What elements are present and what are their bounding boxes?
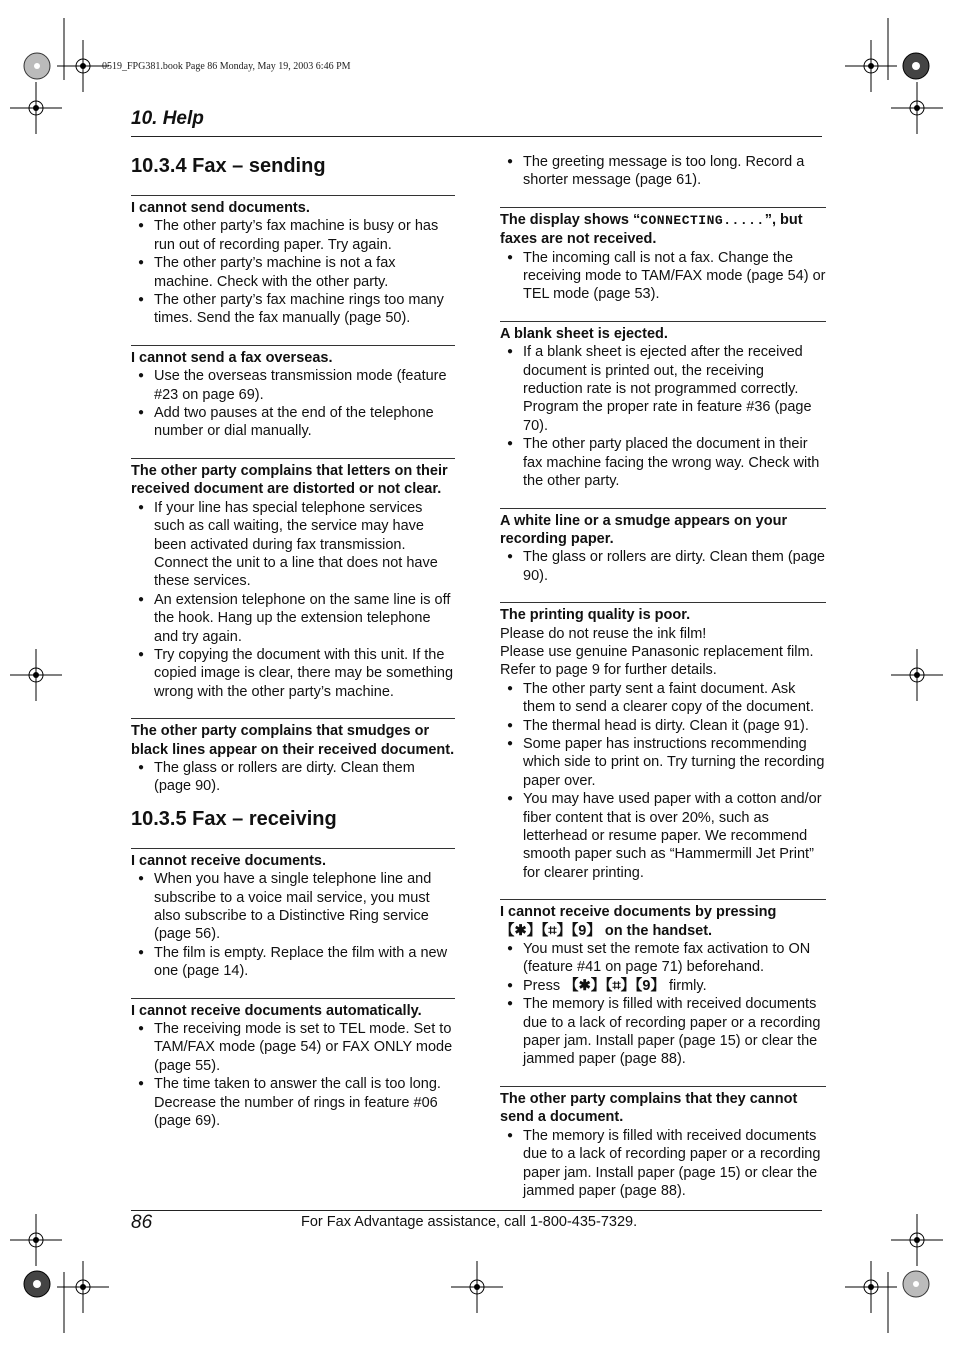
list-item: ● The glass or rollers are dirty. Clean them (page 90). <box>500 548 826 585</box>
topic-cannot-receive <box>131 848 455 981</box>
list-item: ● Some paper has instructions recommending which side to print on. Try turning the recording paper over. <box>500 735 826 790</box>
list-item: ● You must set the remote fax activation to ON (feature #41 on page 71) beforehand. <box>500 940 826 977</box>
topic-title: I cannot receive documents. <box>131 852 327 869</box>
list-item: ● If a blank sheet is ejected after the received document is printed out, the receiving reduction rate is not programmed correctly. Program the proper rate in feature #36 (page 70). <box>500 343 826 435</box>
bullet-text: Press <box>523 977 565 994</box>
topic-cannot-send-overseas <box>131 345 455 441</box>
list-item: ● Use the overseas transmission mode (feature #23 on page 69). <box>131 367 455 404</box>
topic-remote-activation <box>500 899 826 1069</box>
list-item: ● The incoming call is not a fax. Change the receiving mode to TAM/FAX mode (page 54) or TEL mode (page 53). <box>500 249 826 304</box>
list-item: ● The other party sent a faint document. Ask them to send a clearer copy of the document. <box>500 680 826 717</box>
display-text: CONNECTING..... <box>640 212 765 228</box>
list-item: ● The other party’s machine is not a fax machine. Check with the other party. <box>131 254 455 291</box>
chapter-title: 10. Help <box>131 108 204 129</box>
topic-blank-sheet <box>500 321 826 491</box>
list-item: ● The time taken to answer the call is too long. Decrease the number of rings in feature #06 (page 69). <box>131 1075 455 1130</box>
topic-other-party-cannot-send <box>500 1086 826 1200</box>
topic-title: I cannot send a fax overseas. <box>131 349 333 366</box>
list-item: ● Add two pauses at the end of the telephone number or dial manually. <box>131 404 455 441</box>
footer-assistance-text: For Fax Advantage assistance, call 1-800-435-7329. <box>301 1214 638 1230</box>
list-item: ● The memory is filled with received documents due to a lack of recording paper or a recording paper jam. Install paper (page 15) or clear the jammed paper (page 88). <box>500 995 826 1069</box>
topic-title: The printing quality is poor. <box>500 607 691 624</box>
list-item: ● The other party’s fax machine is busy or has run out of recording paper. Try again. <box>131 217 455 254</box>
paragraph: Please do not reuse the ink film! <box>500 625 707 642</box>
topic-title <box>500 903 826 940</box>
footer-rule <box>131 1210 822 1211</box>
topic-title: A blank sheet is ejected. <box>500 325 668 342</box>
title-text: The display shows “ <box>500 211 641 228</box>
topic-title: I cannot send documents. <box>131 200 310 216</box>
topic-title <box>500 211 826 249</box>
list-item: ● When you have a single telephone line and subscribe to a voice mail service, you must also subscribe to a Distinctive Ring service (page 56). <box>131 870 455 944</box>
page-number: 86 <box>131 1212 153 1233</box>
topic-smudges-black-lines <box>131 718 455 796</box>
topic-white-line-smudge <box>500 508 826 586</box>
file-info: 0519_FPG381.book Page 86 Monday, May 19, 2003 6:46 PM <box>102 61 351 72</box>
topic-letters-distorted <box>131 458 455 701</box>
list-item: ● The receiving mode is set to TEL mode. Set to TAM/FAX mode (page 54) or FAX ONLY mode (page 55). <box>131 1020 455 1075</box>
list-item: ● The thermal head is dirty. Clean it (page 91). <box>500 717 826 735</box>
paragraph: Please use genuine Panasonic replacement film. Refer to page 9 for further details. <box>500 643 814 679</box>
topic-title: The other party complains that letters on their received document are distorted or not clear. <box>131 462 448 498</box>
topic-title: I cannot receive documents automatically. <box>131 1002 422 1019</box>
intro-bullets <box>500 153 826 190</box>
list-item: ● Try copying the document with this unit. If the copied image is clear, there may be something wrong with the other party’s machine. <box>131 646 455 701</box>
list-item: ● The glass or rollers are dirty. Clean them (page 90). <box>131 759 455 796</box>
section-title-fax-receiving: 10.3.5 Fax – receiving <box>131 807 337 830</box>
title-text: ”, but faxes are not received. <box>500 211 803 248</box>
list-item: ● The memory is filled with received documents due to a lack of recording paper or a recording paper jam. Install paper (page 15) or clear the jammed paper (page 88). <box>500 1127 826 1201</box>
list-item: ● The other party’s fax machine rings too many times. Send the fax manually (page 50). <box>131 291 455 328</box>
header-rule <box>131 136 822 137</box>
topic-connecting-display <box>500 207 826 304</box>
topic-title: The other party complains that smudges or black lines appear on their received document. <box>131 723 455 758</box>
topic-printing-quality <box>500 602 826 882</box>
list-item: ● The greeting message is too long. Record a shorter message (page 61). <box>500 153 826 190</box>
topic-title: A white line or a smudge appears on your recording paper. <box>500 512 788 547</box>
list-item: ● An extension telephone on the same line is off the hook. Hang up the extension telephone and try again. <box>131 591 455 646</box>
topic-cannot-send <box>131 195 455 328</box>
list-item <box>500 977 826 995</box>
topic-cannot-receive-automatically <box>131 998 455 1131</box>
section-title-fax-sending: 10.3.4 Fax – sending <box>131 155 326 177</box>
list-item: ● The other party placed the document in their fax machine facing the wrong way. Check with the other party. <box>500 435 826 490</box>
key-sequence: 【✱】【⌗】【9】 <box>500 922 601 939</box>
topic-title: The other party complains that they cannot send a document. <box>500 1090 798 1126</box>
title-text: I cannot receive documents by pressing <box>500 904 777 921</box>
title-text: on the handset. <box>600 922 713 939</box>
key-sequence: 【✱】【⌗】【9】 <box>564 977 665 994</box>
left-column <box>131 153 455 1147</box>
list-item: ● You may have used paper with a cotton and/or fiber content that is over 20%, such as letterhead or resume paper. We recommend smooth paper such as “Hammermill Jet Print” for clearer printing. <box>500 790 826 882</box>
bullet-text: firmly. <box>664 977 707 994</box>
list-item: ● The film is empty. Replace the film with a new one (page 14). <box>131 944 455 981</box>
list-item: ● If your line has special telephone services such as call waiting, the service may have been activated during fax transmission. Connect the unit to a line that does not have these services. <box>131 499 455 591</box>
right-column <box>500 153 826 1217</box>
